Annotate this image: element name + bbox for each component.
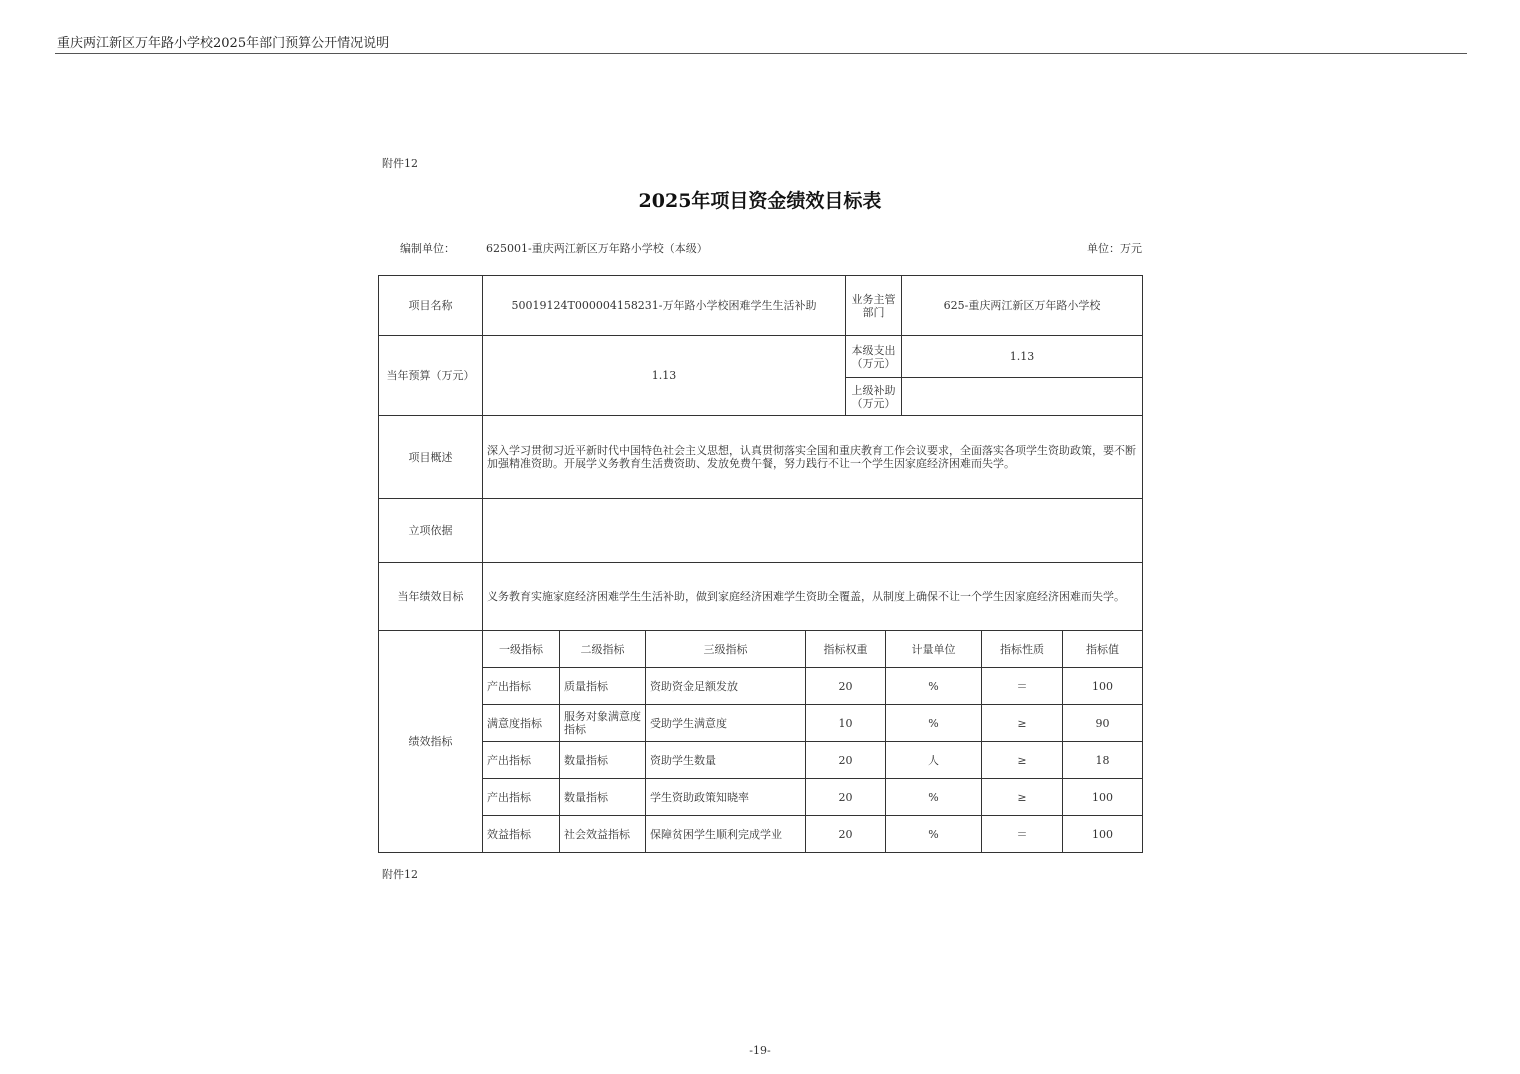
indicator-level1: 满意度指标 [483, 705, 560, 742]
basis-label: 立项依据 [379, 499, 483, 563]
indicator-header-level1: 一级指标 [483, 631, 560, 668]
indicator-level1: 产出指标 [483, 742, 560, 779]
goal-value: 义务教育实施家庭经济困难学生生活补助，做到家庭经济困难学生资助全覆盖，从制度上确保不让一个学生因家庭经济困难而失学。 [483, 563, 1143, 631]
budget-value: 1.13 [483, 336, 846, 416]
indicator-value: 18 [1063, 742, 1143, 779]
basis-value [483, 499, 1143, 563]
project-name-label: 项目名称 [379, 276, 483, 336]
page-number: -19- [749, 1044, 771, 1057]
dept-label: 业务主管部门 [846, 276, 902, 336]
indicator-header-nature: 指标性质 [982, 631, 1063, 668]
annex-label-top: 附件12 [382, 157, 418, 170]
unit-label: 单位：万元 [1087, 242, 1142, 255]
indicator-level3: 资助资金足额发放 [646, 668, 806, 705]
document-title: 2025年项目资金绩效目标表 [638, 190, 882, 212]
indicator-level1: 效益指标 [483, 816, 560, 853]
org-label: 编制单位： [400, 242, 455, 255]
indicator-unit: % [886, 779, 982, 816]
budget-label: 当年预算（万元） [379, 336, 483, 416]
overview-value: 深入学习贯彻习近平新时代中国特色社会主义思想，认真贯彻落实全国和重庆教育工作会议要求，全面落实各项学生资助政策，要不断加强精准资助。开展学义务教育生活费资助、发放免费午餐，努力践行不让一个学生因家庭经济困难而失学。 [483, 416, 1143, 499]
indicator-level2: 服务对象满意度指标 [560, 705, 646, 742]
org-value: 625001-重庆两江新区万年路小学校（本级） [486, 242, 708, 255]
indicator-level3: 学生资助政策知晓率 [646, 779, 806, 816]
indicator-row [379, 816, 1143, 853]
indicator-level3: 保障贫困学生顺利完成学业 [646, 816, 806, 853]
indicator-value: 90 [1063, 705, 1143, 742]
upper-subsidy-label: 上级补助（万元） [846, 378, 902, 416]
indicator-header-level2: 二级指标 [560, 631, 646, 668]
indicator-unit: % [886, 668, 982, 705]
indicator-row [379, 779, 1143, 816]
indicator-nature: ＝ [982, 668, 1063, 705]
indicator-weight: 20 [806, 779, 886, 816]
indicator-value: 100 [1063, 779, 1143, 816]
indicator-level1: 产出指标 [483, 668, 560, 705]
indicator-unit: % [886, 816, 982, 853]
indicator-header-value: 指标值 [1063, 631, 1143, 668]
indicators-label: 绩效指标 [379, 631, 483, 853]
indicator-value: 100 [1063, 668, 1143, 705]
dept-value: 625-重庆两江新区万年路小学校 [902, 276, 1143, 336]
indicator-level3: 受助学生满意度 [646, 705, 806, 742]
indicator-unit: 人 [886, 742, 982, 779]
indicator-header-weight: 指标权重 [806, 631, 886, 668]
upper-subsidy-value [902, 378, 1143, 416]
indicator-row [379, 742, 1143, 779]
indicator-level2: 数量指标 [560, 779, 646, 816]
performance-target-table [378, 275, 1143, 853]
page-header-title: 重庆两江新区万年路小学校2025年部门预算公开情况说明 [57, 36, 390, 51]
indicator-header-unit: 计量单位 [886, 631, 982, 668]
indicator-header-level3: 三级指标 [646, 631, 806, 668]
indicator-level2: 质量指标 [560, 668, 646, 705]
own-spend-value: 1.13 [902, 336, 1143, 378]
indicator-nature: ＝ [982, 816, 1063, 853]
overview-label: 项目概述 [379, 416, 483, 499]
indicator-row [379, 705, 1143, 742]
own-spend-label: 本级支出（万元） [846, 336, 902, 378]
indicator-weight: 10 [806, 705, 886, 742]
indicator-level2: 数量指标 [560, 742, 646, 779]
indicator-level3: 资助学生数量 [646, 742, 806, 779]
indicator-weight: 20 [806, 816, 886, 853]
indicator-nature: ≥ [982, 742, 1063, 779]
indicator-nature: ≥ [982, 779, 1063, 816]
indicator-nature: ≥ [982, 705, 1063, 742]
project-name-value: 50019124T000004158231-万年路小学校困难学生生活补助 [483, 276, 846, 336]
indicator-weight: 20 [806, 668, 886, 705]
indicator-row [379, 668, 1143, 705]
indicator-weight: 20 [806, 742, 886, 779]
annex-label-bottom: 附件12 [382, 868, 418, 881]
indicator-level2: 社会效益指标 [560, 816, 646, 853]
goal-label: 当年绩效目标 [379, 563, 483, 631]
indicator-value: 100 [1063, 816, 1143, 853]
indicator-unit: % [886, 705, 982, 742]
header-divider [55, 53, 1467, 54]
indicator-level1: 产出指标 [483, 779, 560, 816]
